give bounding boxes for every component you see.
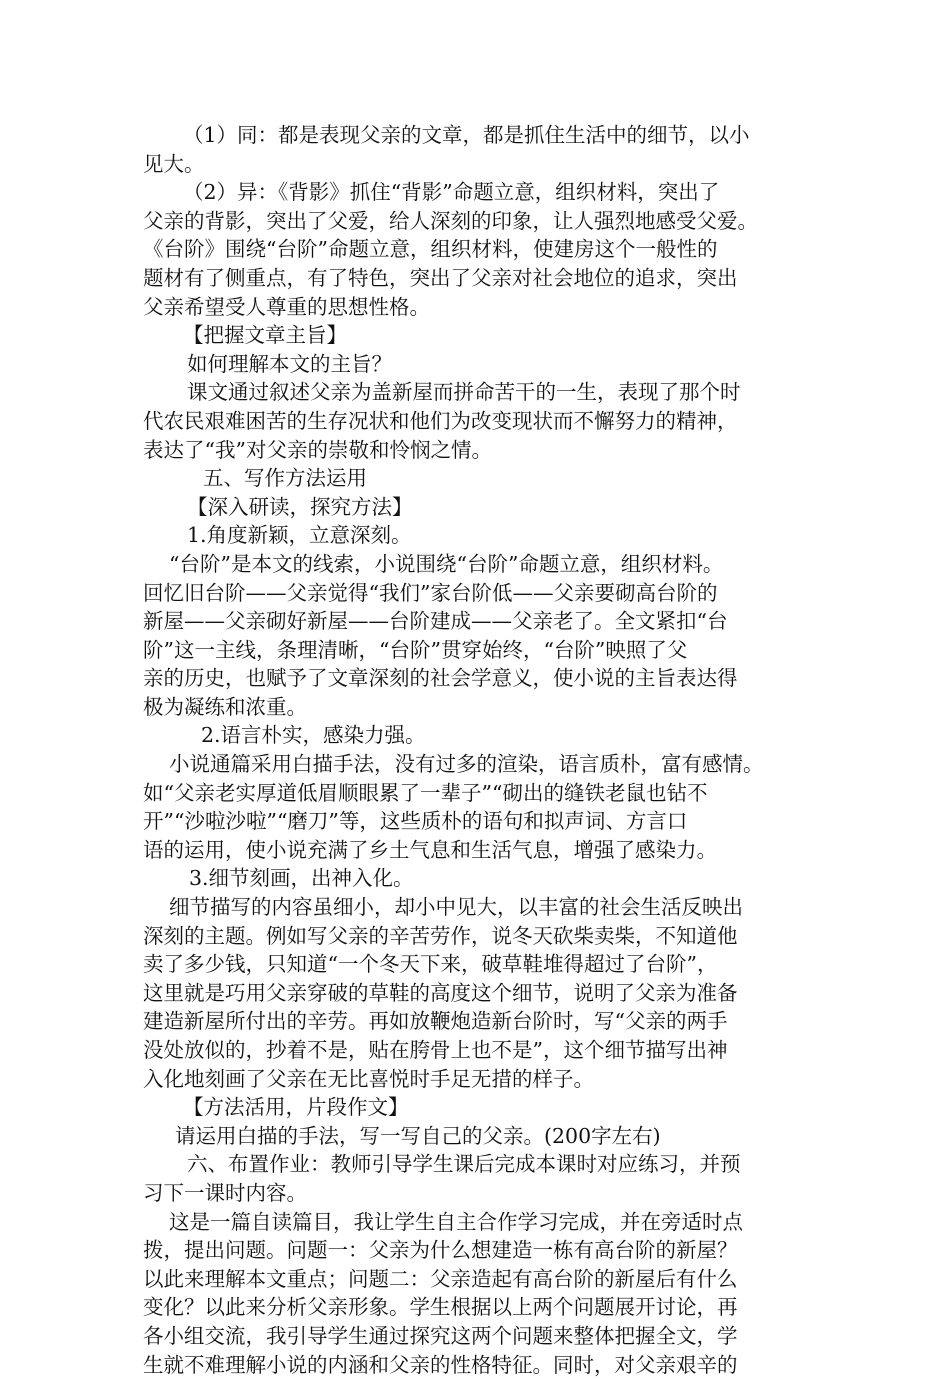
text-line: 请运用白描的手法，写一写自己的父亲。(200字左右) xyxy=(175,1123,661,1148)
text-line: 各小组交流，我引导学生通过探究这两个问题来整体把握全文，学 xyxy=(143,1323,738,1348)
document-body xyxy=(143,121,811,1379)
text-line: （2）异：《背影》抓住“背影”命题立意，组织材料，突出了 xyxy=(183,180,720,205)
text-line: 生就不难理解小说的内涵和父亲的性格特征。同时，对父亲艰辛的 xyxy=(143,1352,738,1377)
text-line: 2.语言朴实，感染力强。 xyxy=(201,723,426,748)
text-line: 回忆旧台阶——父亲觉得“我们”家台阶低——父亲要砌高台阶的 xyxy=(143,580,718,605)
text-line: 阶”这一主线，条理清晰，“台阶”贯穿始终，“台阶”映照了父 xyxy=(143,637,688,662)
text-line: 【方法活用，片段作文】 xyxy=(183,1095,409,1120)
text-line: 五、写作方法运用 xyxy=(203,466,367,491)
text-line: 开”“沙啦沙啦”“磨刀”等，这些质朴的语句和拟声词、方言口 xyxy=(143,809,688,834)
text-line: 小说通篇采用白描手法，没有过多的渲染，语言质朴，富有感情。 xyxy=(169,752,764,777)
text-line: 入化地刻画了父亲在无比喜悦时手足无措的样子。 xyxy=(143,1066,594,1091)
text-line: 见大。 xyxy=(143,151,205,176)
text-line: （1）同：都是表现父亲的文章，都是抓住生活中的细节，以小 xyxy=(183,123,750,147)
text-line: 【把握文章主旨】 xyxy=(183,323,347,348)
text-line: 《台阶》围绕“台阶”命题立意，组织材料，使建房这个一般性的 xyxy=(143,237,718,262)
text-line: 卖了多少钱，只知道“一个冬天下来，破草鞋堆得超过了台阶”， xyxy=(143,952,718,977)
text-line: 如何理解本文的主旨？ xyxy=(187,351,392,376)
text-line: 以此来理解本文重点；问题二：父亲造起有高台阶的新屋后有什么 xyxy=(143,1266,738,1291)
text-line: 题材有了侧重点，有了特色，突出了父亲对社会地位的追求，突出 xyxy=(143,265,738,290)
text-line: 语的运用，使小说充满了乡土气息和生活气息，增强了感染力。 xyxy=(143,837,717,862)
text-line: 表达了“我”对父亲的崇敬和怜悯之情。 xyxy=(143,437,492,462)
text-line: 课文通过叙述父亲为盖新屋而拼命苦干的一生，表现了那个时 xyxy=(187,380,741,405)
text-line: “台阶”是本文的线索，小说围绕“台阶”命题立意，组织材料。 xyxy=(169,551,724,576)
text-line: 父亲的背影，突出了父爱，给人深刻的印象，让人强烈地感受父爱。 xyxy=(143,208,758,233)
text-line: 亲的历史，也赋予了文章深刻的社会学意义，使小说的主旨表达得 xyxy=(143,666,738,691)
text-line: 这里就是巧用父亲穿破的草鞋的高度这个细节，说明了父亲为准备 xyxy=(143,980,738,1005)
text-line: 父亲希望受人尊重的思想性格。 xyxy=(143,294,430,319)
text-line: 变化？以此来分析父亲形象。学生根据以上两个问题展开讨论，再 xyxy=(143,1295,738,1320)
text-line: 六、布置作业：教师引导学生课后完成本课时对应练习，并预 xyxy=(187,1152,741,1177)
text-line: 3.细节刻画，出神入化。 xyxy=(189,866,414,891)
text-line: 习下一课时内容。 xyxy=(143,1180,307,1205)
text-line: 极为凝练和浓重。 xyxy=(143,694,307,719)
text-line: 没处放似的，抄着不是，贴在胯骨上也不是”，这个细节描写出神 xyxy=(143,1038,728,1062)
text-line: 建造新屋所付出的辛劳。再如放鞭炮造新台阶时，写“父亲的两手 xyxy=(143,1009,728,1034)
text-line: 新屋——父亲砌好新屋——台阶建成——父亲老了。全文紧扣“台 xyxy=(143,609,728,634)
text-line: 【深入研读，探究方法】 xyxy=(187,494,413,519)
text-line: 拨，提出问题。问题一：父亲为什么想建造一栋有高台阶的新屋？ xyxy=(143,1238,738,1263)
text-line: 如“父亲老实厚道低眉顺眼累了一辈子”“砌出的缝铁老鼠也钻不 xyxy=(143,780,708,805)
text-line: 细节描写的内容虽细小，却小中见大，以丰富的社会生活反映出 xyxy=(169,895,743,920)
text-line: 代农民艰难困苦的生存况状和他们为改变现状而不懈努力的精神， xyxy=(143,408,738,433)
text-line: 这是一篇自读篇目，我让学生自主合作学习完成，并在旁适时点 xyxy=(169,1209,743,1234)
text-line: 深刻的主题。例如写父亲的辛苦劳作，说冬天砍柴卖柴，不知道他 xyxy=(143,923,738,948)
text-line: 1.角度新颖，立意深刻。 xyxy=(187,523,412,548)
